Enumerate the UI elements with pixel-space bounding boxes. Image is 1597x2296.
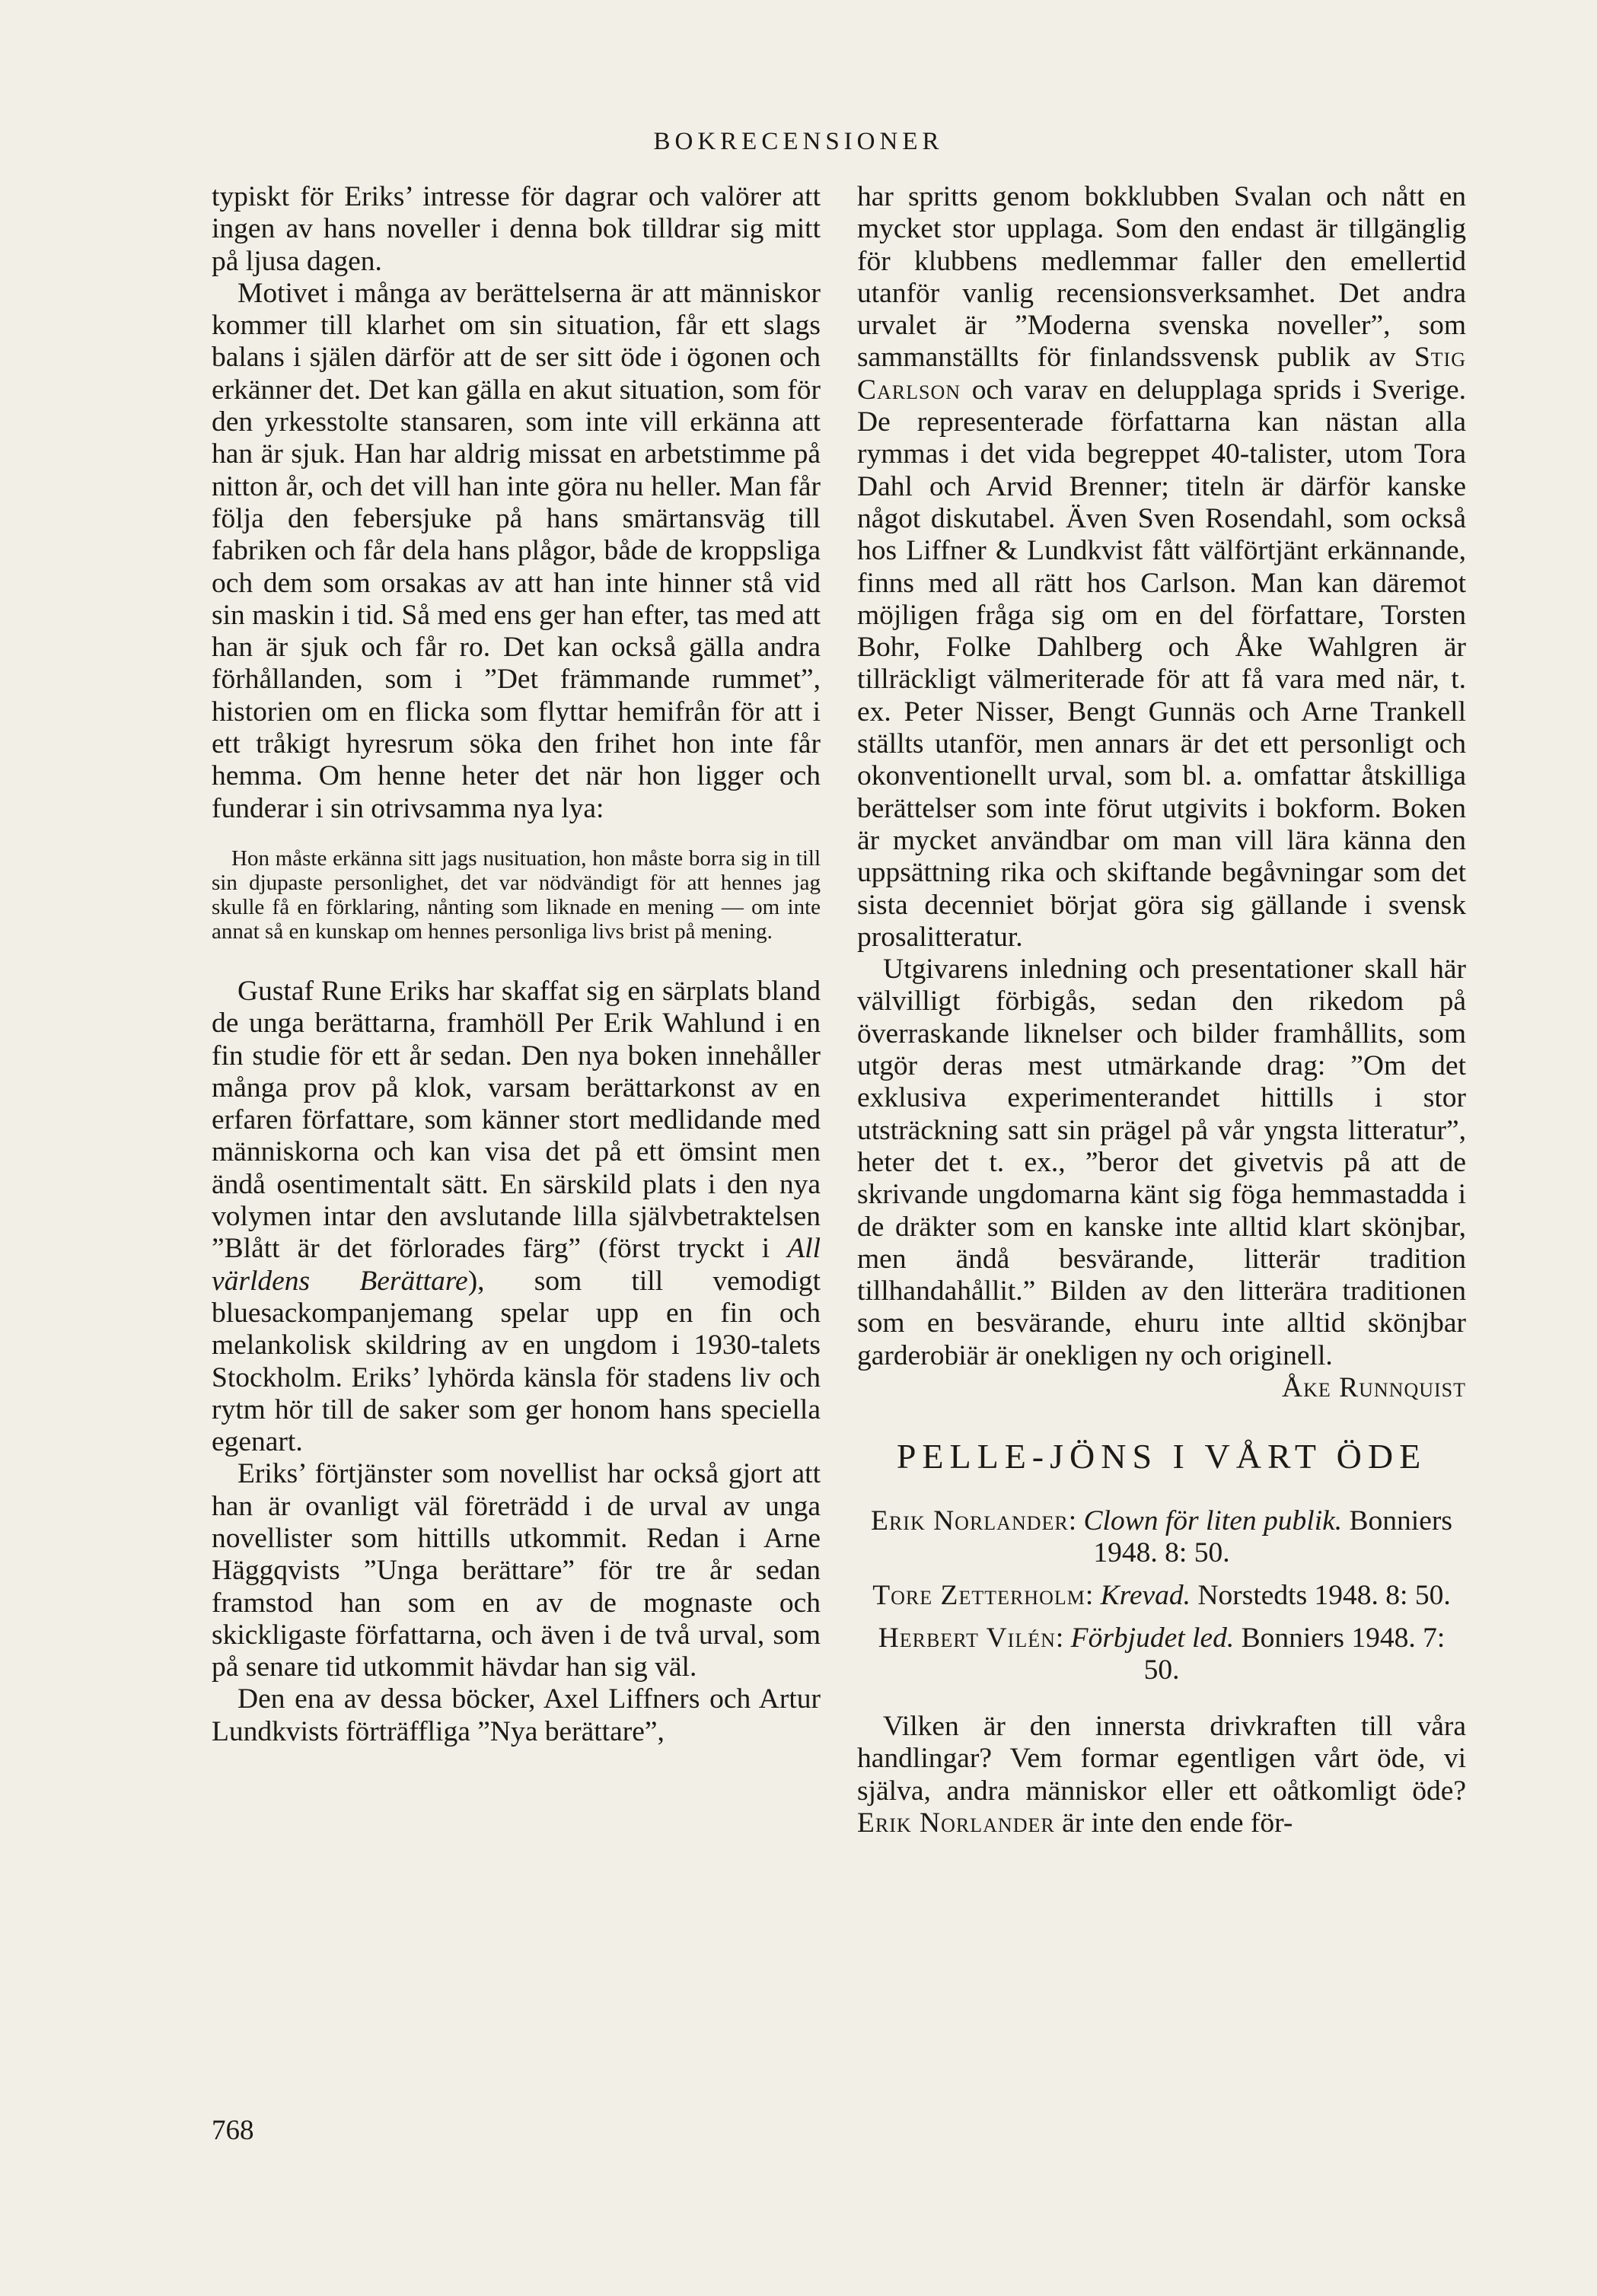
book-title: Clown för liten publik. (1083, 1505, 1343, 1537)
reviewer-signature: Åke Runnquist (1281, 1371, 1466, 1403)
author-name: Stig Carlson (857, 342, 1466, 406)
paragraph: Eriks’ förtjänster som novellist har också gjort att han är ovanligt väl företrädd i de urval av unga novellister som hittills utkommit. Redan i Arne Häggqvists ”Unga berättare” för tre år sedan framstod han som en av de mognaste och skickligaste författarna, och även i de två urval, som på senare tid utkommit hävdar han sig väl. (212, 1458, 821, 1683)
paragraph (212, 976, 821, 1458)
book-title: Förbjudet led. (1070, 1622, 1235, 1654)
paragraph (857, 954, 1466, 1403)
publication-details: Bonniers 1948. 7: 50. (1143, 1622, 1446, 1686)
author-name: Herbert Vilén (878, 1622, 1056, 1654)
text-span: Utgivarens inledning och presentationer skall här välvilligt förbigås, sedan den rikedom på överraskande liknelser och bilder framhållits, som utgör deras mest utmärkande drag: ”Om det exklusiva experimenterandet hittills i stor utsträckning satt sin prägel på vår yngsta litteratur”, heter det t. ex., ”beror det givetvis på att de skrivande ungdomarna känt sig föga hemmastadda i de dräkter som en kanske inte alltid klart skönjbar, men ändå besvärande, litterär tradition tillhandahållit.” Bilden av den litterära traditionen som en besvärande, ehuru inte alltid skönjbar garderobiär är onekligen ny och originell. (857, 954, 1466, 1371)
paragraph: Den ena av dessa böcker, Axel Liffners och Artur Lundkvists förträffliga ”Nya berättare”, (212, 1683, 821, 1747)
review-title: PELLE-JÖNS I VÅRT ÖDE (896, 1436, 1427, 1476)
page-number: 768 (212, 2115, 254, 2146)
book-title: Krevad. (1100, 1579, 1191, 1611)
text-span: och varav en delupplaga sprids i Sverige. De representerade författarna kan nästan alla rymmas i det vida begreppet 40-talister, utom Tora Dahl och Arvid Brenner; titeln är därför kanske något diskutabel. Även Sven Rosendahl, som också hos Liffner & Lundkvist fått välförtjänt erkännande, finns med all rätt hos Carlson. Man kan däremot möjligen fråga sig om en del författare, Torsten Bohr, Folke Dahlberg och Åke Wahlgren är tillräckligt välmeriterade för att få vara med när, t. ex. Peter Nisser, Bengt Gunnäs och Arne Trankell ställts utanför, men annars är det ett personligt och okonventionellt urval, som bl. a. omfattar åtskilliga berättelser som inte förut utgivits i bokform. Boken är mycket användbar om man vill lära känna den uppsättning rika och skiftande begåvningar som det sista decenniet börjat göra sig gällande i svensk prosalitteratur. (857, 374, 1466, 953)
text-span: är inte den ende för- (1054, 1807, 1293, 1839)
right-column (857, 181, 1466, 1839)
publication-details: Bonniers 1948. 8: 50. (1093, 1505, 1452, 1568)
book-title: All världens Berättare (212, 1233, 821, 1297)
paragraph: typiskt för Eriks’ intresse för dagrar och valörer att ingen av hans noveller i denna bok tilldrar sig mitt på ljusa dagen. (212, 181, 821, 277)
spacer (857, 1697, 1466, 1711)
paragraph (857, 1711, 1466, 1839)
bibliography-entry: Herbert Vilén: Förbjudet led. Bonniers 1948. 7: 50. (878, 1622, 1446, 1686)
paragraph (857, 181, 1466, 954)
text-span: har spritts genom bokklubben Svalan och nått en mycket stor upplaga. Som den endast är tillgänglig för klubbens medlemmar faller den emellertid utanför vanlig recensionsverksamhet. Det andra urvalet är ”Moderna svenska noveller”, som sammanställts för finlandssvensk publik av (857, 181, 1466, 374)
author-name: Erik Norlander (857, 1807, 1055, 1839)
block-quote: Hon måste erkänna sitt jags nusituation, hon måste borra sig in till sin djupaste personlighet, det var nödvändigt för att hennes jag skulle få en förklaring, nånting som liknade en mening — om inte annat så en kunskap om hennes personliga livs brist på mening. (212, 845, 821, 944)
bibliography-entry: Erik Norlander: Clown för liten publik. Bonniers 1948. 8: 50. (871, 1505, 1452, 1568)
running-head: BOKRECENSIONER (653, 128, 944, 155)
publication-details: Norstedts 1948. 8: 50. (1197, 1579, 1451, 1611)
author-name: Tore Zetterholm (872, 1579, 1085, 1611)
bibliography-entry: Tore Zetterholm: Krevad. Norstedts 1948. 8: 50. (872, 1579, 1451, 1611)
author-name: Erik Norlander (871, 1505, 1069, 1537)
paragraph: Motivet i många av berättelserna är att människor kommer till klarhet om sin situation, får ett slags balans i själen därför att de ser sitt öde i ögonen och erkänner det. Det kan gälla en akut situation, som för den yrkesstolte stansaren, som inte vill erkänna att han är sjuk. Han har aldrig missat en arbetstimme på nitton år, och det vill han inte göra nu heller. Man får följa den febersjuke på hans smärtansväg till fabriken och får dela hans plågor, både de kroppsliga och dem som orsakas av att han inte hinner stå vid sin maskin i tid. Så med ens ger han efter, tas med att han är sjuk och får ro. Det kan också gälla andra förhållanden, som i ”Det främmande rummet”, historien om en flicka som flyttar hemifrån för att i ett tråkigt hyresrum söka den frihet hon inte får hemma. Om henne heter det när hon ligger och funderar i sin otrivsamma nya lya: (212, 277, 821, 824)
left-column (212, 181, 821, 1748)
text-span: Vilken är den innersta drivkraften till våra handlingar? Vem formar egentligen vårt öde, vi själva, andra människor eller ett oåtkomligt öde? (857, 1710, 1466, 1807)
text-span: Gustaf Rune Eriks har skaffat sig en särplats bland de unga berättarna, framhöll Per Erik Wahlund i en fin studie för ett år sedan. Den nya boken innehåller många prov på klok, varsam berättarkonst av en erfaren författare, som känner stort medlidande med människorna och kan visa det på ett ömsint men ändå osentimentalt sätt. En särskild plats i den nya volymen intar den avslutande lilla självbetraktelsen ”Blått är det förlorades färg” (först tryckt i (212, 975, 821, 1265)
text-span: ), som till vemodigt bluesackompanjemang spelar upp en fin och melankolisk skildring av en ungdom i 1930-talets Stockholm. Eriks’ lyhörda känsla för stadens liv och rytm hör till de saker som ger honom hans speciella egenart. (212, 1265, 821, 1458)
